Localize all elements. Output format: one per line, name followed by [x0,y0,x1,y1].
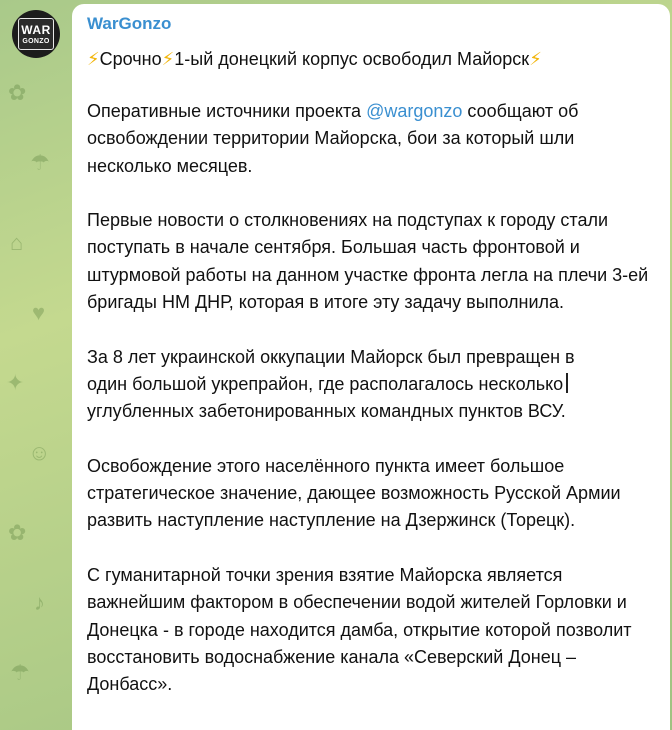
paragraph-1-before-mention: Оперативные источники проекта [87,101,367,121]
message-headline [87,47,656,71]
wargonzo-logo [18,18,54,50]
lightning-icon: ⚡ [529,49,542,69]
message-paragraph-3 [87,344,656,426]
wargonzo-mention-link[interactable]: @wargonzo [366,101,463,121]
channel-name[interactable]: WarGonzo [87,14,172,33]
channel-avatar[interactable] [12,10,60,58]
message-paragraph-1 [87,98,656,180]
paragraph-3-line-1: За 8 лет украинской оккупации Майорск был превращен в [87,346,575,367]
paragraph-3-line-3: углубленных забетонированных командных пунктов ВСУ. [87,401,566,422]
text-cursor [566,373,568,393]
paragraph-3-line-2: один большой укрепрайон, где располагалось несколько [87,373,564,394]
paragraph-1-after-mention: сообщают об освобождении территории Майорска, бои за который шли несколько месяцев. [87,101,579,176]
lightning-icon: ⚡ [87,49,100,69]
wallpaper-doodle-icon: ✦ [6,370,25,395]
wallpaper-doodle-icon: ⌂ [10,230,24,255]
wallpaper-doodle-icon: ✿ [8,80,27,105]
lightning-icon: ⚡ [161,49,175,69]
headline-part-2: 1-ый донецкий корпус освободил Майорск [174,49,530,69]
wallpaper-doodle-icon: ♥ [32,300,46,325]
message-bubble [72,4,670,730]
wallpaper-doodle-icon: ☂ [10,660,30,685]
avatar-logo-bottom: GONZO [22,37,50,45]
wallpaper-doodle-icon: ☂ [30,150,50,175]
wallpaper-doodle-icon: ♪ [34,590,45,615]
wallpaper-doodle-icon: ✿ [8,520,27,545]
wallpaper-doodle-icon: ☺ [28,440,51,465]
headline-part-1: Срочно [99,49,162,69]
message-paragraph-2: Первые новости о столкновениях на подступах к городу стали поступать в начале сентября. Большая часть фронтовой и штурмовой работы на данном участке фронта легла на плечи 3-ей бригады НМ ДНР, которая в итоге эту задачу выполнила. [87,210,649,313]
message-paragraph-4: Освобождение этого населённого пункта имеет большое стратегическое значение, дающее возможность Русской Армии развить наступление наступление на Дзержинск (Торецк). [87,455,621,531]
message-paragraph-5: С гуманитарной точки зрения взятие Майорска является важнейшим фактором в обеспечении водой жителей Горловки и Донецка - в городе находится дамба, открытие которой позволит восстановить водоснабжение канала «Северский Донец – Донбасс». [87,565,632,695]
avatar-logo-top: WAR [21,22,51,37]
